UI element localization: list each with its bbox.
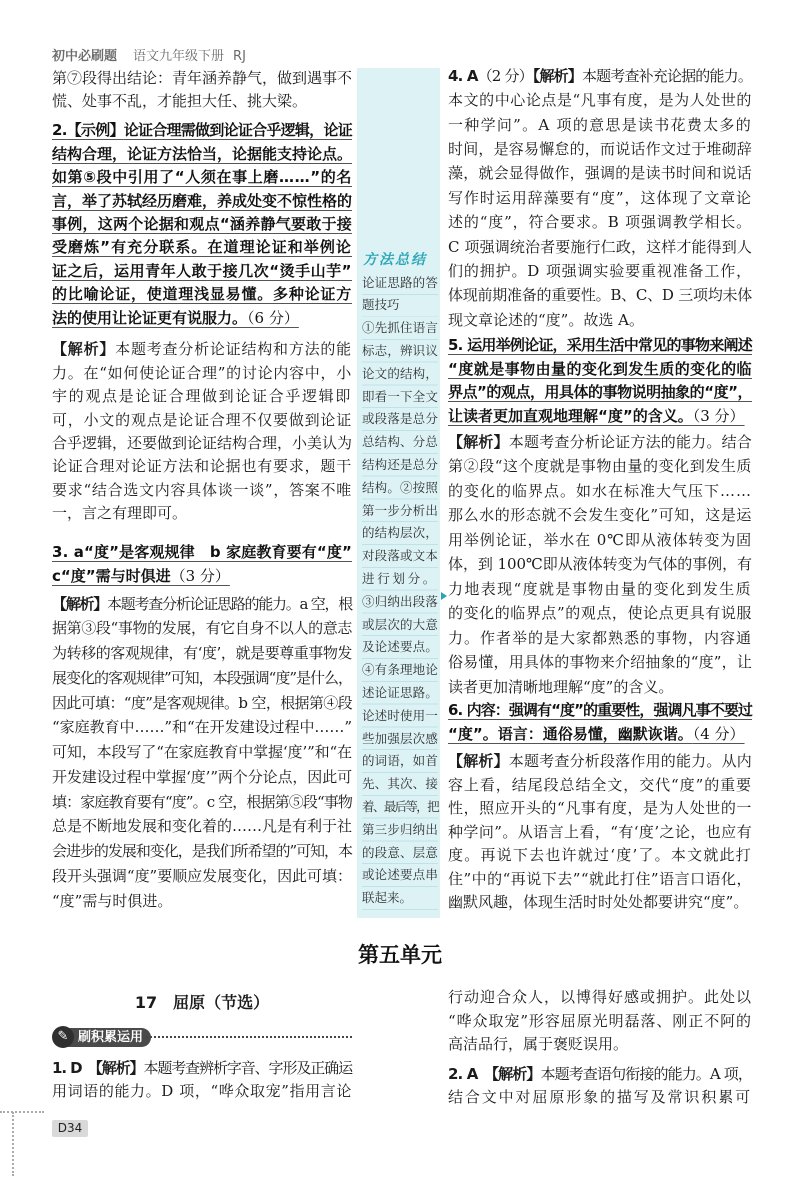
line-text: 及论述要点。 [362,639,438,655]
text-line [362,750,438,773]
line-text: 的结构层次， [362,525,438,541]
line-text: 对段落或文本 [362,548,438,564]
item-number: 3. a [52,543,84,561]
text-line [448,503,752,528]
line-text: 第一步分析出 [362,502,438,518]
text-line [448,210,752,234]
line-text: 可，小文的观点是论证合理不仅要做到论证 [52,410,352,429]
lesson-q1 [52,1057,352,1103]
line-text: 结构还是总分 [362,456,438,472]
page-number: D34 [52,1120,88,1137]
section-label: 【解析】 [52,594,108,613]
line-text: “度”。语言：通俗易懂，幽默诙谐。（4 分） [448,725,745,743]
text-line [448,454,752,479]
sidebar-body [362,317,438,910]
text-line [448,675,752,700]
line-text: 受磨炼”有充分联系。在道理论证和举例论 [52,238,352,257]
text-line [448,698,752,722]
line-text: 行动迎合众人，以博得好感或拥护。此处以 [448,988,752,1007]
text-line [448,137,752,161]
line-text: 如第⑤段中引用了“人须在事上磨……”的名 [52,168,352,187]
item-number: 1. D [52,1058,82,1077]
text-line [52,338,352,361]
line-text: 第⑦段得出结论：青年涵养静气，做到遇事不 [52,68,352,87]
line-text: 体现前期准备的重要性。B、C、D 三项均未体 [448,286,752,305]
text-line [52,362,352,385]
text-line [448,161,752,185]
text-line [362,887,438,910]
text-line [362,363,438,386]
item-number: 5. [448,336,468,354]
text-line [362,728,438,751]
line-text: 度。再说下去也许就过‘度’了。本文就此打 [448,846,752,865]
text-line [362,545,438,568]
text-line [448,405,752,429]
text-line [52,166,352,189]
text-line [448,774,752,798]
line-text: 总结构、分总 [362,434,438,450]
line-text: ①先抓住语言 [362,320,438,336]
score: （3 分） [692,407,745,426]
series-name: 初中必刷题 [52,49,118,64]
line-text: 力地表现“度就是事物由量的变化到发生质 [448,579,752,598]
line-text: 让读者更加直观地理解“度”的含义。（3 分） [448,407,745,426]
line-text: 宇的观点是论证合理做到论证合乎逻辑即 [52,387,352,406]
line-text: 第②段“这个度就是事物由量的变化到发生质 [448,457,752,476]
line-text: 种学问”。从语言上看，“有‘度’之论，也应有 [448,822,752,841]
text-line [52,502,352,525]
text-line [448,868,752,892]
line-text: 论证思路的答 [362,274,438,290]
text-line [362,705,438,728]
line-text: 1. D 【解析】本题考查辨析字音、字形及正确运 [52,1058,352,1077]
line-text: 俗易懂，用具体的事物来介绍抽象的“度”，让 [448,653,752,672]
section-label: 【解析】 [95,1058,144,1077]
text-line [52,283,352,306]
text-line [448,283,752,307]
method-summary-sidebar [357,68,440,918]
line-text: 现文章论述的“度”。故选 A。 [448,310,644,329]
text-line [52,889,352,914]
text-line [448,821,752,845]
line-text: 2.【示例】论证合理需做到论证合乎逻辑，论证 [52,121,352,140]
text-line [448,891,752,915]
text-line [448,650,752,675]
line-text: 论证合理对论证方法和论据也有要求，题干 [52,457,352,476]
line-text: 要求“结合选文内容具体谈一谈”，答案不唯 [52,480,352,499]
line-text: 一，言之有理即可。 [52,504,188,523]
item-number: 2. [52,121,67,140]
text-line [448,528,752,553]
text-line [362,614,438,637]
text-line [362,477,438,500]
text-line [448,308,752,332]
line-text: 的变化的临界点。如水在标准大气压下…… [448,481,752,500]
line-text: 证之后，运用青年人敢于接几次“烫手山芋” [52,261,352,280]
text-line [362,682,438,705]
section-badge [52,1026,151,1048]
line-text: c“度”需与时俱进（3 分） [52,567,230,585]
text-line [52,592,352,617]
text-line [362,819,438,842]
text-line [52,564,352,588]
text-line [52,1080,352,1103]
line-text: 写作时运用辞藻要有“度”，这体现了文章论 [448,188,752,207]
text-line [362,636,438,659]
text-line [52,790,352,815]
text-line [362,500,438,523]
line-text: 进行划分。 [362,570,438,586]
line-text: 的词语，如首 [362,753,438,769]
line-text: 题技巧 [362,297,400,313]
line-text: 因此可填：“度”是客观规律。b 空，根据第④段 [52,693,352,712]
score: （4 分） [692,725,745,743]
line-text: 或论述要点串 [362,867,438,883]
line-text: 们的拥护。D 项强调实验要重视准备工作， [448,262,752,281]
line-text: 结合文中对屈原形象的描写及常识积累可 [448,1088,752,1107]
unit-title: 第五单元 [358,943,442,967]
text-line [448,722,752,746]
text-line [448,334,752,358]
line-text: 界点”的观点，用具体的事物说明抽象的“度”， [448,383,752,402]
text-line [448,1010,752,1034]
line-text: 第三步归纳出 [362,821,438,837]
line-text: 用举例论证，举水在 0℃即从液体转变为固 [448,530,752,549]
line-text: 慌、处事不乱，才能担大任、挑大梁。 [52,91,308,110]
lesson-title: 17 屈原（节选） [134,993,270,1012]
edition-code: RJ [233,49,246,64]
line-text: 事例，这两个论据和观点“涵养静气要敢于接 [52,214,352,233]
q2-answer [52,119,352,330]
q5-answer [448,334,752,429]
text-line [448,479,752,504]
text-line [362,522,438,545]
sidebar-title: 方法总结 [363,252,427,268]
score: （6 分） [247,308,299,327]
line-text: 【解析】本题考查分析论证思路的能力。a 空，根 [52,594,352,613]
text-line [52,864,352,889]
text-line [52,260,352,283]
line-text: 或段落是总分 [362,411,438,427]
text-line [448,626,752,651]
text-line [362,659,438,682]
line-text: “家庭教育中……”和“在开发建设过程中……” [52,718,352,737]
line-text: 总是不断地发展和变化着的……凡是有利于社 [52,817,352,836]
line-text: 法的使用让论证更有说服力。（6 分） [52,308,299,327]
line-text: 本文的中心论点是“凡事有度，是为人处世的 [448,91,752,110]
line-text: 用词语的能力。D 项，“哗众取宠”指用言论 [52,1081,352,1100]
sidebar-subtitle [362,272,438,318]
q3-answer [52,540,352,588]
line-text: 体，到 100℃即从液体转变为气体的事例，有 [448,555,752,574]
text-line [52,236,352,259]
text-line [52,67,352,90]
q2-analysis [52,338,352,525]
line-text: 论述时使用一 [362,707,438,723]
text-line [448,113,752,137]
line-text: 4. A（2 分）【解析】本题考查补充论据的能力。 [448,66,752,85]
line-text: ③归纳出段落 [362,593,438,609]
text-line [52,839,352,864]
line-text: 论文的结构， [362,365,438,381]
text-line [448,577,752,602]
line-text: 展变化的客观规律”可知，本段强调“度”是什么， [52,668,352,687]
line-text: 着、最后等，把 [362,798,438,814]
line-text: 联起来。 [362,890,413,906]
text-line [362,340,438,363]
text-line [362,431,438,454]
text-line [448,986,752,1010]
item-number: 4. A [448,66,478,85]
line-text: 合乎逻辑，还要做到论证结构合理，小美认为 [52,433,352,452]
text-line [448,844,752,868]
text-line [448,1086,752,1109]
line-text: 住”中的“再说下去”“就此打住”语言口语化， [448,869,752,888]
line-text: 【解析】本题考查分析论证结构和方法的能 [52,340,352,359]
line-text: 或层次的大意 [362,616,438,632]
text-line [52,307,352,330]
q6-analysis [448,750,752,915]
line-text: 【解析】本题考查分析论证方法的能力。结合 [448,432,752,451]
text-line [52,814,352,839]
text-line [448,797,752,821]
section-label: 【解析】 [52,340,116,359]
line-text: “度就是事物由量的变化到发生质的变化的临 [448,359,752,378]
left-intro-paragraph [52,67,352,113]
text-line [448,88,752,112]
lesson-q1-continued [448,986,752,1057]
lesson-q2 [448,1063,752,1109]
score: （3 分） [170,567,230,585]
line-text: 会进步的发展和变化，是我们所希望的”可知，本 [52,842,352,861]
line-text: 力。在“如何使论证合理”的讨论内容中，小 [52,363,352,382]
line-text: 述论证思路。 [362,684,438,700]
section-label: 【示例】 [66,121,124,140]
score: （2 分） [477,66,533,85]
line-text: 先、其次、接 [362,776,438,792]
line-text: 言，举了苏轼经历磨难，养成处变不惊性格的 [52,191,352,210]
text-line [448,1033,752,1057]
text-line [52,455,352,478]
section-label: 【解析】 [448,752,509,771]
text-line [52,190,352,213]
dotted-rule [146,1036,352,1038]
line-text: 5. 运用举例论证，采用生活中常见的事物来阐述 [448,336,752,354]
q5-analysis [448,430,752,700]
text-line [52,409,352,432]
line-text: 为转移的客观规律，有‘度’，就是要尊重事物发 [52,644,352,663]
line-text: ④有条理地论 [362,662,438,678]
text-line [52,666,352,691]
line-text: 的变化的临界点”的观点，使论点更具有说服 [448,604,752,623]
line-text: 3. a“度”是客观规律 b 家庭教育要有“度” [52,543,352,561]
text-line [362,773,438,796]
line-text: 藻，就会显得做作，强调的是读书时间和说话 [448,164,752,183]
line-text: 容上看，结尾段总结全文，交代“度”的重要 [448,775,752,794]
q3-analysis [52,592,352,914]
line-text: 标志，辨识议 [362,342,438,358]
line-text: 即看一下全文 [362,388,438,404]
text-line [52,540,352,564]
section-label: 【解析】 [532,66,582,85]
text-line [448,186,752,210]
text-line [448,381,752,405]
corner-dotted-line [0,1111,44,1113]
section-label: 【解析】 [491,1065,541,1084]
line-text: “哗众取宠”形容屈原光明磊落、刚正不阿的 [448,1011,752,1030]
item-number: 2. A [448,1065,478,1084]
line-text: 时间，是容易懈怠的，而说话作文过于堆砌辞 [448,140,752,159]
text-line [362,408,438,431]
text-line [52,385,352,408]
text-line [362,796,438,819]
text-line [448,64,752,88]
line-text: 力。作者举的是大家都熟悉的事物，内容通 [448,628,752,647]
text-line [52,715,352,740]
line-text: 幽默风趣，体现生活时时处处都要讲究“度”。 [448,893,749,912]
line-text: 6. 内容：强调有“度”的重要性，强调凡事不要过 [448,701,752,719]
text-line [362,842,438,865]
pen-icon: ✎ [52,1026,74,1048]
line-text: 那么水的形态就不会发生变化”可知，这是运 [448,506,752,525]
text-line [448,750,752,774]
text-line [362,294,438,317]
text-line [362,568,438,591]
text-line [362,864,438,887]
text-line [52,119,352,142]
text-line [52,616,352,641]
badge-label: 刷积累运用 [66,1028,151,1047]
line-text: 结构合理，论证方法恰当，论据能支持论点。 [52,144,352,163]
text-line [52,90,352,113]
text-line [448,259,752,283]
q4-answer-analysis [448,64,752,332]
text-line [52,479,352,502]
line-text: 的段意、层意 [362,844,438,860]
line-text: 填：家庭教育要有“度”。c 空，根据第⑤段“事物 [52,792,352,811]
line-text: 【解析】本题考查分析段落作用的能力。从内 [448,752,752,771]
text-line [52,740,352,765]
line-text: 2. A 【解析】本题考查语句衔接的能力。A 项， [448,1065,752,1084]
line-text: 段开头强调“度”要顺应发展变化，因此可填： [52,866,352,885]
text-line [52,143,352,166]
text-line [52,765,352,790]
line-text: 的比喻论证，使道理浅显易懂。多种论证方 [52,285,352,304]
running-header [52,48,246,66]
text-line [362,272,438,295]
line-text: 开发建设过程中掌握‘度’”两个分论点，因此可 [52,767,352,786]
text-line [362,454,438,477]
text-line [52,213,352,236]
line-text: 一种学问”。A 项的意思是读书花费太多的 [448,115,752,134]
line-text: 读者更加清晰地理解“度”的含义。 [448,677,674,696]
line-text: 高洁品行，属于褒贬误用。 [448,1035,629,1054]
line-text: C 项强调统治者要施行仁政，这样才能得到人 [448,237,752,256]
text-line [448,358,752,382]
text-line [448,552,752,577]
line-text: “度”需与时俱进。 [52,891,173,910]
section-label: 【解析】 [448,432,509,451]
text-line [52,641,352,666]
book-name: 语文九年级下册 [133,49,225,64]
text-line [448,601,752,626]
line-text: 据第③段“事物的发展，有它自身不以人的意志 [52,619,352,638]
corner-dotted-line [12,1112,14,1176]
text-line [52,1057,352,1080]
line-text: 结构。②按照 [362,479,438,495]
line-text: 述的“度”，符合要求。B 项强调教学相长。 [448,213,752,232]
text-line [448,235,752,259]
text-line [362,317,438,340]
item-number: 6. [448,701,467,719]
pointer-arrow-icon [441,592,447,600]
line-text: 些加强层次感 [362,730,438,746]
text-line [52,691,352,716]
text-line [52,432,352,455]
q6-answer [448,698,752,746]
text-line [448,430,752,455]
line-text: 性，照应开头的“凡事有度，是为人处世的一 [448,799,752,818]
text-line [362,591,438,614]
text-line [448,1063,752,1086]
text-line [362,386,438,409]
line-text: 可知，本段写了“在家庭教育中掌握‘度’”和“在 [52,743,352,762]
